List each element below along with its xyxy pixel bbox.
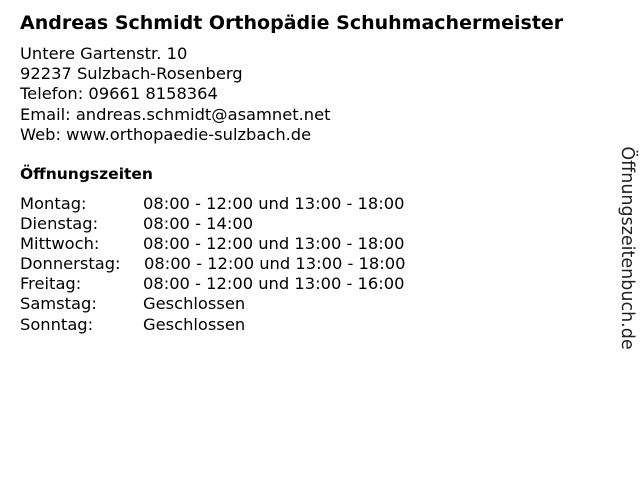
opening-hours-heading: Öffnungszeiten bbox=[20, 165, 153, 183]
business-name: Andreas Schmidt Orthopädie Schuhmachermeister bbox=[20, 12, 564, 34]
site-watermark: Öffnungszeitenbuch.de bbox=[617, 146, 637, 350]
phone-number: Telefon: 09661 8158364 bbox=[20, 84, 218, 104]
day-label: Sonntag: bbox=[20, 314, 94, 334]
hours-row-friday bbox=[20, 274, 405, 294]
day-hours: Geschlossen bbox=[143, 314, 246, 334]
day-hours: 08:00 - 12:00 und 13:00 - 18:00 bbox=[144, 254, 406, 274]
email-address: Email: andreas.schmidt@asamnet.net bbox=[20, 104, 331, 124]
day-label: Montag: bbox=[20, 194, 87, 213]
day-label: Donnerstag: bbox=[20, 254, 121, 274]
hours-row-saturday bbox=[20, 294, 405, 314]
day-hours: 08:00 - 14:00 bbox=[143, 214, 254, 234]
website: Web: www.orthopaedie-sulzbach.de bbox=[20, 124, 312, 144]
opening-hours-table bbox=[20, 194, 405, 335]
day-label: Samstag: bbox=[20, 294, 97, 314]
hours-row-monday bbox=[20, 194, 405, 214]
day-label: Freitag: bbox=[20, 274, 82, 294]
hours-row-wednesday bbox=[20, 234, 405, 254]
hours-row-thursday bbox=[20, 254, 405, 274]
hours-row-sunday bbox=[20, 315, 405, 335]
day-hours: 08:00 - 12:00 und 13:00 - 18:00 bbox=[143, 194, 405, 213]
street-address: Untere Gartenstr. 10 bbox=[20, 44, 188, 63]
city-address: 92237 Sulzbach-Rosenberg bbox=[20, 64, 243, 84]
contact-block bbox=[20, 44, 331, 145]
day-hours: Geschlossen bbox=[143, 294, 246, 314]
day-hours: 08:00 - 12:00 und 13:00 - 16:00 bbox=[143, 274, 405, 294]
hours-row-tuesday bbox=[20, 214, 405, 234]
day-hours: 08:00 - 12:00 und 13:00 - 18:00 bbox=[143, 234, 405, 254]
day-label: Mittwoch: bbox=[20, 234, 100, 254]
day-label: Dienstag: bbox=[20, 214, 99, 234]
